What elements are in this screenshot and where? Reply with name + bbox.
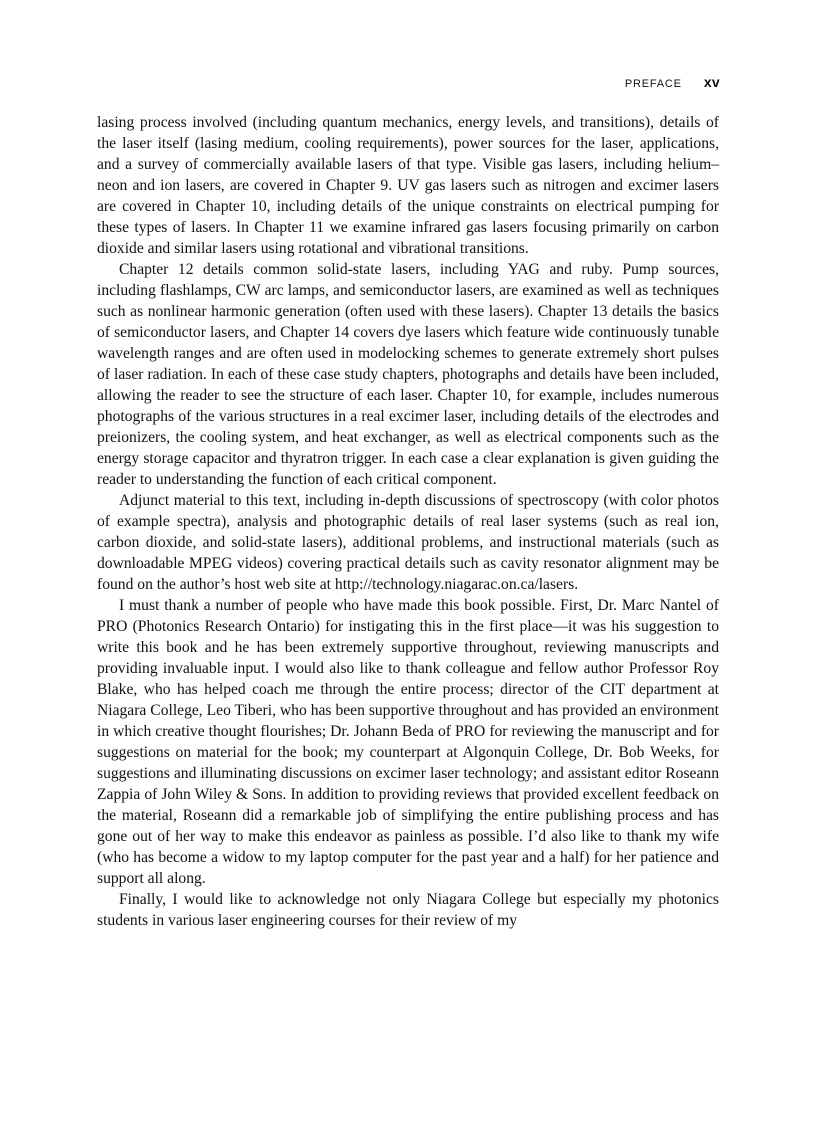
- running-head-title: PREFACE: [624, 78, 682, 90]
- paragraph-adjunct-material: Adjunct material to this text, including in-depth discussions of spectroscopy (with color photos of example spectra), analysis and photographic details of real laser systems (such as real ion, carbon dioxide, and solid-state lasers), additional problems, and instructional materials (such as downloadable MPEG videos) covering practical details such as cavity resonator alignment may be found on the author’s host web site at http://technology.niagarac.on.ca/lasers.: [97, 492, 719, 593]
- paragraph-acknowledgments: I must thank a number of people who have made this book possible. First, Dr. Marc Nantel of PRO (Photonics Research Ontario) for instigating this in the first place—it was his suggestion to write this book and he has been extremely supportive throughout, reviewing manuscripts and providing invaluable input. I would also like to thank colleague and fellow author Professor Roy Blake, who has helped coach me through the entire process; director of the CIT department at Niagara College, Leo Tiberi, who has been supportive throughout and has provided an environment in which creative thought flourishes; Dr. Johann Beda of PRO for reviewing the manuscript and for suggestions on material for the book; my counterpart at Algonquin College, Dr. Bob Weeks, for suggestions and illuminating discussions on excimer laser technology; and assistant editor Roseann Zappia of John Wiley & Sons. In addition to providing reviews that provided excellent feedback on the material, Roseann did a remarkable job of simplifying the entire publishing process and has gone out of her way to make this endeavor as painless as possible. I’d also like to thank my wife (who has become a widow to my laptop computer for the past year and a half) for her patience and support all along.: [97, 597, 719, 887]
- body-text: [97, 112, 719, 931]
- page-number: xv: [703, 74, 720, 90]
- running-head: [625, 74, 720, 90]
- paragraph-case-studies: Chapter 12 details common solid-state lasers, including YAG and ruby. Pump sources, including flashlamps, CW arc lamps, and semiconductor lasers, are examined as well as techniques such as nonlinear harmonic generation (often used with these lasers). Chapter 13 details the basics of semiconductor lasers, and Chapter 14 covers dye lasers which feature wide continuously tunable wavelength ranges and are often used in modelocking schemes to generate extremely short pulses of laser radiation. In each of these case study chapters, photographs and details have been included, allowing the reader to see the structure of each laser. Chapter 10, for example, includes numerous photographs of the various structures in a real excimer laser, including details of the electrodes and preionizers, the cooling system, and heat exchanger, as well as electrical components such as the energy storage capacitor and thyratron trigger. In each case a clear explanation is given guiding the reader to understanding the function of each critical component.: [97, 261, 719, 488]
- paragraph-continuation: lasing process involved (including quantum mechanics, energy levels, and transitions), details of the laser itself (lasing medium, cooling requirements), power sources for the laser, applications, and a survey of commercially available lasers of that type. Visible gas lasers, including helium–neon and ion lasers, are covered in Chapter 9. UV gas lasers such as nitrogen and excimer lasers are covered in Chapter 10, including details of the unique constraints on electrical pumping for these types of lasers. In Chapter 11 we examine infrared gas lasers focusing primarily on carbon dioxide and similar lasers using rotational and vibrational transitions.: [97, 114, 719, 257]
- paragraph-final: Finally, I would like to acknowledge not only Niagara College but especially my photonics students in various laser engineering courses for their review of my: [97, 891, 719, 929]
